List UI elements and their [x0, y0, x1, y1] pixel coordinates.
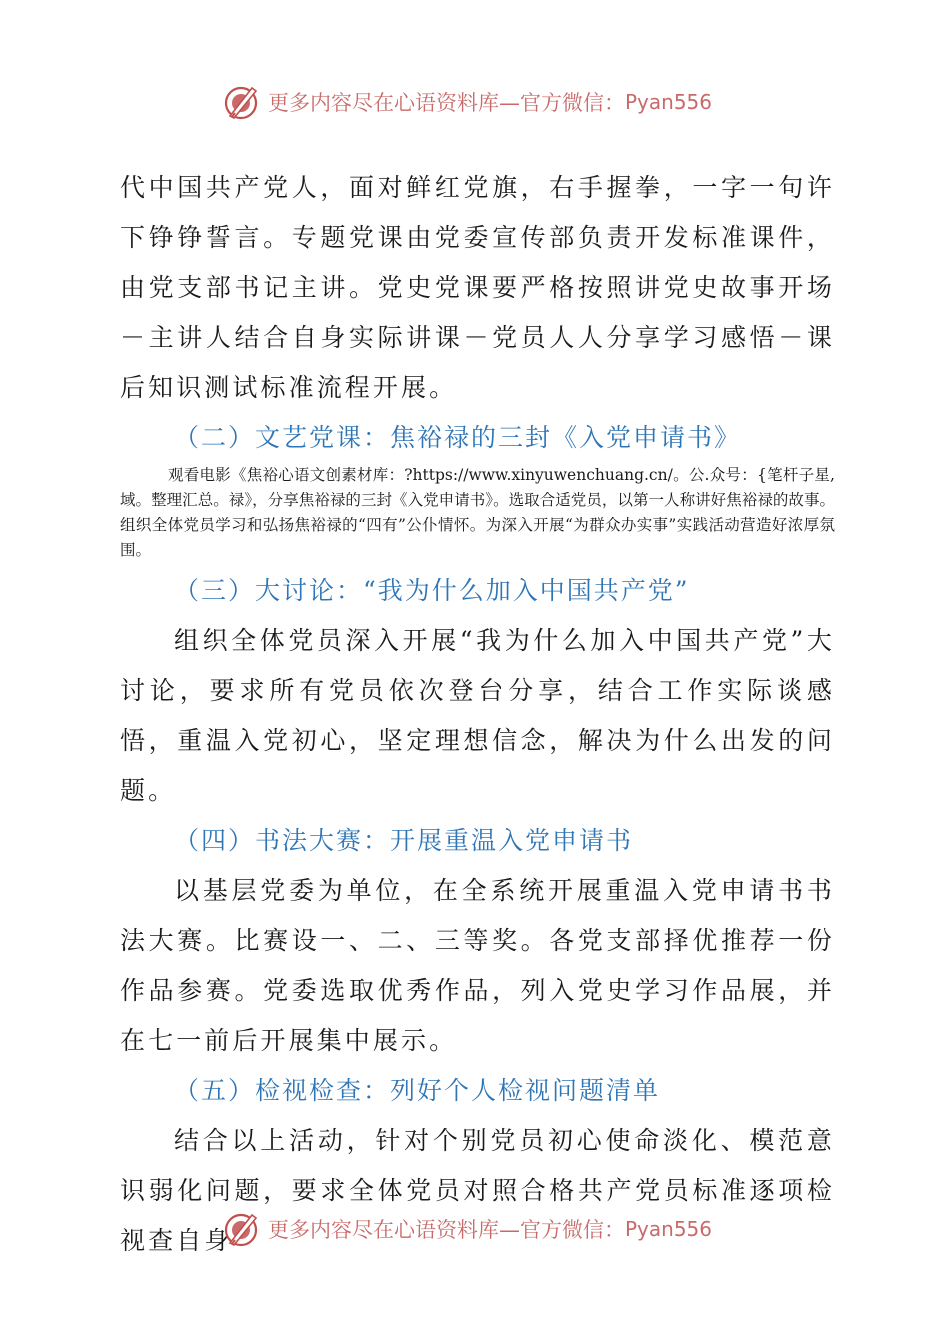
banner-wechat-id: Pyan556: [625, 90, 713, 114]
paragraph-3: 组织全体党员深入开展“我为什么加入中国共产党”大讨论，要求所有党员依次登台分享，结合工作实际谈感悟，重温入党初心，坚定理想信念，解决为什么出发的问题。: [120, 626, 835, 805]
paragraph-small: 观看电影《焦裕心语文创素材库：?https://www.xinyuwenchuang.cn/。公.众号：{笔杆子星,域。整理汇总。禄》，分享焦裕禄的三封《入党申请书》。选取合适党员，以第一人称讲好焦裕禄的故事。组织全体党员学习和弘扬焦裕禄的“四有”公仆情怀。为深入开展“为群众办实事”实践活动营造好浓厚氛围。: [120, 466, 835, 559]
heading-4: （四）书法大赛：开展重温入党申请书: [174, 826, 634, 855]
banner-text: 更多内容尽在心语资料库—官方微信：: [268, 91, 625, 115]
header-banner: [222, 82, 742, 122]
heading-5: （五）检视检查：列好个人检视问题清单: [174, 1076, 661, 1105]
document-body: [120, 163, 835, 1266]
banner-wechat-id: Pyan556: [625, 1217, 713, 1241]
heading-2: （二）文艺党课：焦裕禄的三封《入党申请书》: [174, 423, 742, 452]
paragraph-5: 结合以上活动，针对个别党员初心使命淡化、模范意识弱化问题，要求全体党员对照合格共产党员标准逐项检视查自身: [120, 1126, 835, 1255]
banner-text: 更多内容尽在心语资料库—官方微信：: [268, 1218, 625, 1242]
paragraph-1: 代中国共产党人，面对鲜红党旗，右手握拳，一字一句许下铮铮誓言。专题党课由党委宣传部负责开发标准课件，由党支部书记主讲。党史党课要严格按照讲党史故事开场－主讲人结合自身实际讲课－党员人人分享学习感悟－课后知识测试标准流程开展。: [120, 173, 835, 402]
pen-logo-icon: [222, 82, 262, 122]
pen-logo-icon: [222, 1209, 262, 1249]
paragraph-4: 以基层党委为单位，在全系统开展重温入党申请书书法大赛。比赛设一、二、三等奖。各党支部择优推荐一份作品参赛。党委选取优秀作品，列入党史学习作品展，并在七一前后开展集中展示。: [120, 876, 835, 1055]
heading-3: （三）大讨论：“我为什么加入中国共产党”: [174, 576, 690, 605]
footer-banner: [222, 1209, 742, 1249]
